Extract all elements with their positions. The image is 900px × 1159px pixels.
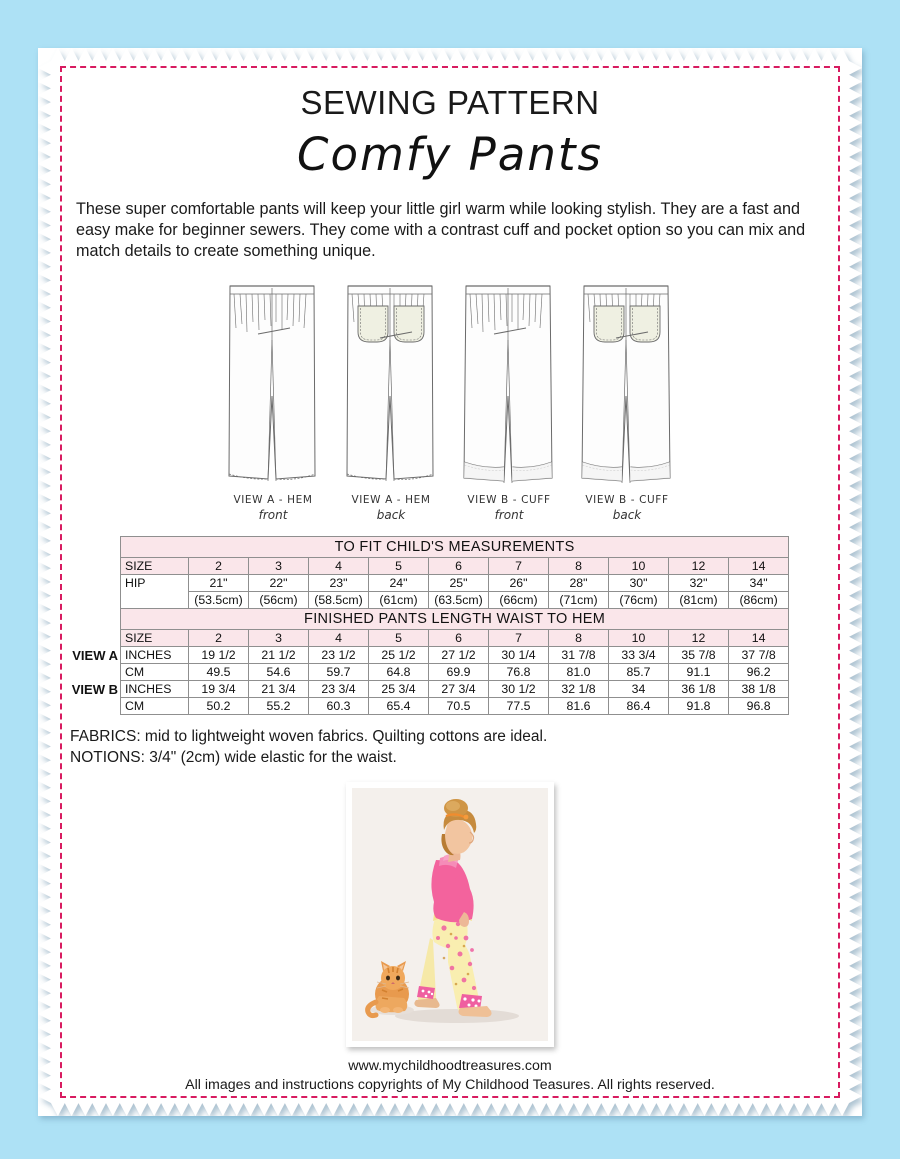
materials-notes <box>70 727 838 768</box>
figure-label: VIEW B - CUFF <box>585 494 669 507</box>
view-b-cm-cell: 86.4 <box>609 698 669 715</box>
size-cell: 4 <box>309 558 369 575</box>
view-b-cm-cell: 81.6 <box>549 698 609 715</box>
pattern-name-title: Comfy Pants <box>297 128 603 181</box>
pants-line-drawing-icon <box>568 276 686 491</box>
hip-inches-cell: 24" <box>369 575 429 592</box>
view-b-inches-cell: 36 1/8 <box>669 681 729 698</box>
size-cell: 12 <box>669 558 729 575</box>
hip-cm-cell: (53.5cm) <box>189 592 249 609</box>
finished-length-title: FINISHED PANTS LENGTH WAIST TO HEM <box>121 609 789 630</box>
size-table <box>120 536 789 715</box>
pants-line-drawing-icon <box>450 276 568 491</box>
hip-cm-cell: (61cm) <box>369 592 429 609</box>
size-cell: 6 <box>429 630 489 647</box>
view-a-inches-cell: 25 1/2 <box>369 647 429 664</box>
hip-inches-cell: 30" <box>609 575 669 592</box>
figure-view-a-back <box>332 276 450 522</box>
view-a-cm-cell: 64.8 <box>369 664 429 681</box>
cm-label: CM <box>121 664 189 681</box>
view-a-inches-cell: 33 3/4 <box>609 647 669 664</box>
size-cell: 10 <box>609 630 669 647</box>
hip-cm-cell: (66cm) <box>489 592 549 609</box>
hip-cm-cell: (76cm) <box>609 592 669 609</box>
website-url[interactable]: www.mychildhoodtreasures.com <box>348 1058 552 1075</box>
view-b-inches-cell: 32 1/8 <box>549 681 609 698</box>
view-b-inches-cell: 25 3/4 <box>369 681 429 698</box>
view-a-cm-cell: 54.6 <box>249 664 309 681</box>
hip-inches-cell: 25" <box>429 575 489 592</box>
view-a-cm-cell: 85.7 <box>609 664 669 681</box>
figure-sublabel: back <box>612 508 642 523</box>
figure-sublabel: back <box>376 508 406 523</box>
size-cell: 3 <box>249 558 309 575</box>
pants-line-drawing-icon <box>214 276 332 491</box>
view-a-inches-cell: 31 7/8 <box>549 647 609 664</box>
view-a-inches-cell: 23 1/2 <box>309 647 369 664</box>
view-a-cm-cell: 59.7 <box>309 664 369 681</box>
view-b-row-label: VIEW B <box>71 681 118 697</box>
size-cell: 7 <box>489 558 549 575</box>
size-cell: 14 <box>729 558 789 575</box>
view-b-cm-cell: 77.5 <box>489 698 549 715</box>
view-a-cm-cell: 96.2 <box>729 664 789 681</box>
hip-cm-cell: (63.5cm) <box>429 592 489 609</box>
size-cell: 8 <box>549 558 609 575</box>
girl-with-cat-photo-illustration <box>352 788 548 1041</box>
view-a-inches-cell: 27 1/2 <box>429 647 489 664</box>
size-cell: 8 <box>549 630 609 647</box>
size-cell: 4 <box>309 630 369 647</box>
inches-label: INCHES <box>121 681 189 698</box>
figure-view-a-front <box>214 276 332 522</box>
view-b-cm-cell: 60.3 <box>309 698 369 715</box>
inches-label: INCHES <box>121 647 189 664</box>
view-a-inches-cell: 21 1/2 <box>249 647 309 664</box>
size-cell: 2 <box>189 630 249 647</box>
footer <box>62 1057 838 1095</box>
view-b-cm-cell: 91.8 <box>669 698 729 715</box>
view-b-inches-cell: 30 1/2 <box>489 681 549 698</box>
fit-measurements-title: TO FIT CHILD'S MEASUREMENTS <box>121 537 789 558</box>
hip-inches-cell: 28" <box>549 575 609 592</box>
view-a-cm-cell: 49.5 <box>189 664 249 681</box>
technical-drawings <box>62 276 838 522</box>
hip-inches-cell: 34" <box>729 575 789 592</box>
view-a-cm-cell: 91.1 <box>669 664 729 681</box>
size-label: SIZE <box>121 558 189 575</box>
hip-inches-cell: 21" <box>189 575 249 592</box>
figure-view-b-front <box>450 276 568 522</box>
view-a-inches-cell: 19 1/2 <box>189 647 249 664</box>
table-row-view-a-inches <box>121 647 789 664</box>
size-cell: 6 <box>429 558 489 575</box>
view-b-inches-cell: 21 3/4 <box>249 681 309 698</box>
size-cell: 5 <box>369 630 429 647</box>
size-cell: 12 <box>669 630 729 647</box>
hip-cm-cell: (81cm) <box>669 592 729 609</box>
page-title: SEWING PATTERN <box>300 84 600 121</box>
table-row-view-a-cm <box>121 664 789 681</box>
size-cell: 7 <box>489 630 549 647</box>
table-row-view-b-cm <box>121 698 789 715</box>
figure-view-b-back <box>568 276 686 522</box>
hip-cm-cell: (71cm) <box>549 592 609 609</box>
size-cell: 5 <box>369 558 429 575</box>
hip-cm-cell: (86cm) <box>729 592 789 609</box>
figure-label: VIEW B - CUFF <box>467 494 551 507</box>
view-b-inches-cell: 34 <box>609 681 669 698</box>
size-label: SIZE <box>121 630 189 647</box>
table-row-hip-cm <box>121 592 789 609</box>
view-b-inches-cell: 27 3/4 <box>429 681 489 698</box>
view-b-inches-cell: 38 1/8 <box>729 681 789 698</box>
intro-paragraph: These super comfortable pants will keep your little girl warm while looking stylish. They are a fast and easy make for beginner sewers. They come with a contrast cuff and pocket option so you can mix and match details to create something unique. <box>76 200 806 261</box>
view-b-cm-cell: 70.5 <box>429 698 489 715</box>
view-b-cm-cell: 96.8 <box>729 698 789 715</box>
table-row-size-header-1 <box>121 558 789 575</box>
size-cell: 2 <box>189 558 249 575</box>
hip-inches-cell: 26" <box>489 575 549 592</box>
hip-inches-cell: 22" <box>249 575 309 592</box>
document-content <box>62 68 838 1096</box>
table-row-size-header-2 <box>121 630 789 647</box>
view-a-inches-cell: 30 1/4 <box>489 647 549 664</box>
figure-sublabel: front <box>258 508 288 523</box>
view-a-inches-cell: 35 7/8 <box>669 647 729 664</box>
hip-label: HIP <box>121 575 189 609</box>
size-cell: 10 <box>609 558 669 575</box>
view-a-inches-cell: 37 7/8 <box>729 647 789 664</box>
notions-note: NOTIONS: 3/4" (2cm) wide elastic for the waist. <box>70 748 397 766</box>
hip-inches-cell: 23" <box>309 575 369 592</box>
hip-inches-cell: 32" <box>669 575 729 592</box>
size-cell: 14 <box>729 630 789 647</box>
view-b-cm-cell: 55.2 <box>249 698 309 715</box>
photo-frame <box>346 782 554 1047</box>
table-row-fit-title <box>121 537 789 558</box>
view-a-cm-cell: 81.0 <box>549 664 609 681</box>
view-b-cm-cell: 65.4 <box>369 698 429 715</box>
figure-label: VIEW A - HEM <box>351 494 431 507</box>
hip-cm-cell: (56cm) <box>249 592 309 609</box>
table-row-view-b-inches <box>121 681 789 698</box>
product-photo-wrap <box>62 782 838 1047</box>
figure-sublabel: front <box>494 508 524 523</box>
cm-label: CM <box>121 698 189 715</box>
view-b-inches-cell: 19 3/4 <box>189 681 249 698</box>
figure-label: VIEW A - HEM <box>233 494 313 507</box>
view-a-cm-cell: 76.8 <box>489 664 549 681</box>
copyright-text: All images and instructions copyrights of My Childhood Teasures. All rights reserved. <box>185 1077 715 1094</box>
view-a-row-label: VIEW A <box>72 647 118 663</box>
table-row-hip-inches <box>121 575 789 592</box>
view-a-cm-cell: 69.9 <box>429 664 489 681</box>
view-b-cm-cell: 50.2 <box>189 698 249 715</box>
hip-cm-cell: (58.5cm) <box>309 592 369 609</box>
size-cell: 3 <box>249 630 309 647</box>
fabrics-note: FABRICS: mid to lightweight woven fabrics. Quilting cottons are ideal. <box>70 728 548 746</box>
product-photo <box>352 788 548 1041</box>
measurement-tables <box>62 536 838 715</box>
view-b-inches-cell: 23 3/4 <box>309 681 369 698</box>
table-row-length-title <box>121 609 789 630</box>
pants-line-drawing-icon <box>332 276 450 491</box>
